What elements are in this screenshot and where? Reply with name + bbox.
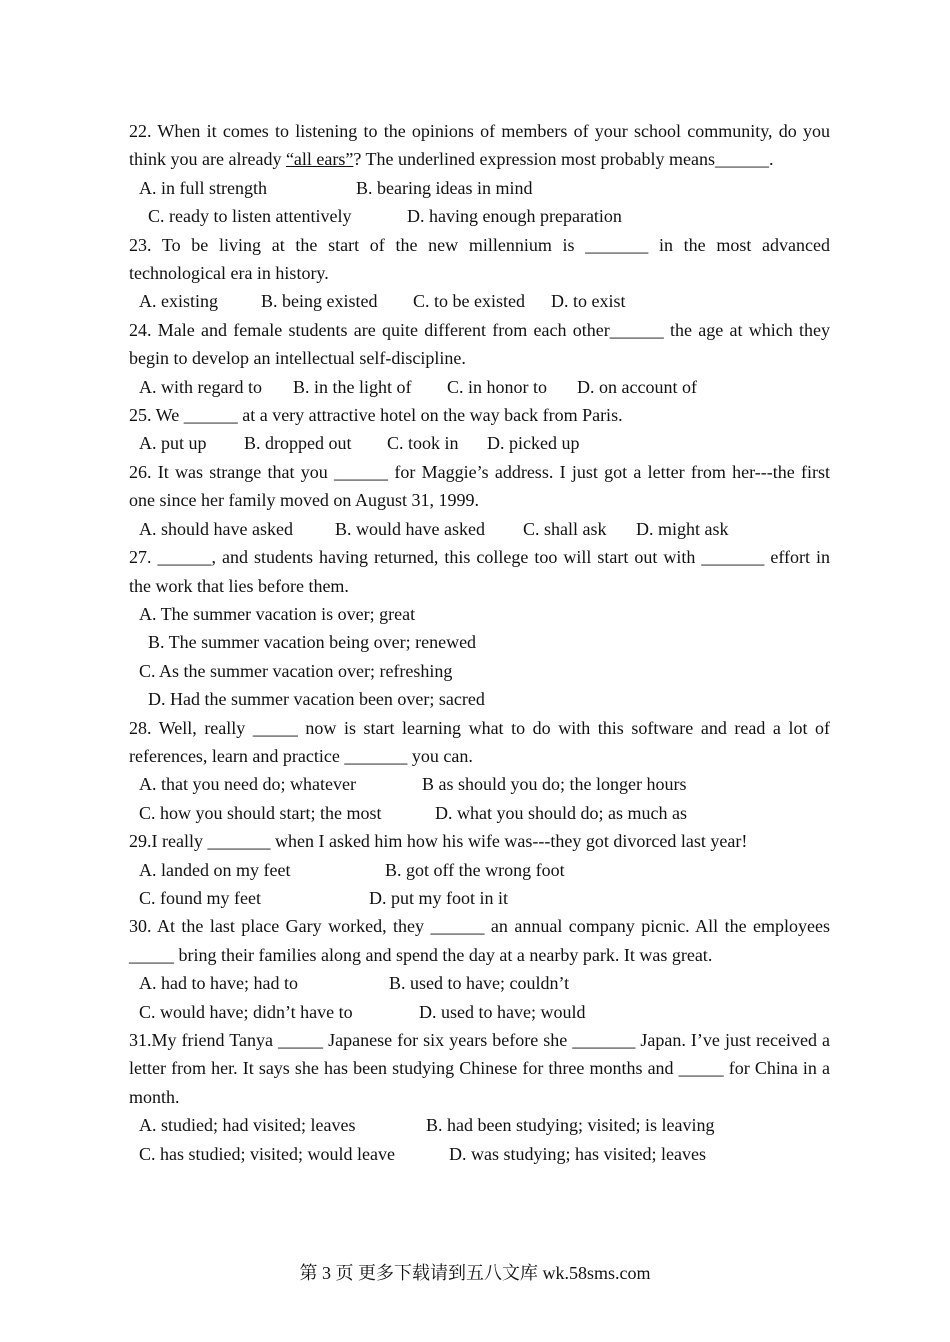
option-a: A. with regard to: [139, 376, 262, 397]
option-a: A. that you need do; whatever: [139, 774, 356, 795]
question-26: 26. It was strange that you ______ for Maggie’s address. I just got a letter from her---the first one since her family moved on August 31, 1999.: [129, 461, 830, 511]
question-31-options-ab: [129, 1111, 830, 1139]
question-28-options-cd: [129, 799, 830, 827]
option-c: C. took in: [387, 433, 459, 454]
option-c: C. As the summer vacation over; refreshing: [139, 660, 453, 681]
option-d: D. used to have; would: [419, 1001, 586, 1022]
underlined-expression: “all ears”: [285, 149, 354, 170]
option-b: B. got off the wrong foot: [385, 859, 565, 880]
option-a: A. in full strength: [139, 177, 267, 198]
question-22-stem-after: ? The underlined expression most probably means______.: [353, 149, 774, 170]
question-27: 27. ______, and students having returned, this college too will start out with _______ effort in the work that lies before them.: [129, 547, 830, 596]
question-23: 23. To be living at the start of the new millennium is _______ in the most advanced technological era in history.: [129, 234, 830, 284]
option-c: C. ready to listen attentively: [148, 206, 352, 227]
option-c: C. shall ask: [523, 518, 607, 539]
option-d: D. picked up: [487, 433, 580, 454]
option-d: D. to exist: [551, 291, 626, 312]
exam-page: [129, 117, 830, 1168]
option-b: B. The summer vacation being over; renewed: [148, 632, 477, 653]
option-d: D. Had the summer vacation been over; sacred: [148, 689, 485, 710]
option-a: A. The summer vacation is over; great: [139, 603, 416, 624]
question-30: 30. At the last place Gary worked, they ______ an annual company picnic. All the employees _____ bring their families along and spend the day at a nearby park. It was great.: [129, 916, 830, 965]
question-28-options-ab: [129, 770, 830, 798]
option-a: A. studied; had visited; leaves: [139, 1115, 356, 1136]
option-a: A. put up: [139, 433, 207, 454]
question-23-options: [129, 287, 830, 315]
option-b: B. in the light of: [293, 376, 412, 397]
question-24-options: [129, 373, 830, 401]
question-26-options: [129, 515, 830, 543]
option-d: D. was studying; has visited; leaves: [449, 1143, 706, 1164]
question-22: [129, 117, 830, 174]
option-a: A. should have asked: [139, 518, 293, 539]
option-c: C. in honor to: [447, 376, 548, 397]
question-24: 24. Male and female students are quite different from each other______ the age at which they begin to develop an intellectual self-discipline.: [129, 319, 830, 369]
option-d: D. what you should do; as much as: [435, 802, 687, 823]
option-a: A. landed on my feet: [139, 859, 291, 880]
question-28: 28. Well, really _____ now is start learning what to do with this software and read a lot of references, learn and practice _______ you can.: [129, 717, 830, 766]
option-a: A. existing: [139, 291, 218, 312]
option-d: D. on account of: [577, 376, 697, 397]
option-c: C. found my feet: [139, 887, 261, 908]
question-25: 25. We ______ at a very attractive hotel on the way back from Paris.: [129, 405, 623, 426]
option-b: B as should you do; the longer hours: [422, 774, 687, 795]
page-footer: 第 3 页 更多下载请到五八文库 wk.58sms.com: [299, 1263, 651, 1283]
option-c: C. how you should start; the most: [139, 802, 382, 823]
question-29-options-cd: [129, 884, 830, 912]
option-c: C. would have; didn’t have to: [139, 1001, 353, 1022]
option-a: A. had to have; had to: [139, 973, 298, 994]
question-29-options-ab: [129, 856, 830, 884]
question-30-options-ab: [129, 969, 830, 997]
question-31: 31.My friend Tanya _____ Japanese for six years before she _______ Japan. I’ve just received a letter from her. It says she has been studying Chinese for three months and _____ for China in a month.: [129, 1030, 830, 1107]
option-b: B. being existed: [261, 291, 378, 312]
option-b: B. used to have; couldn’t: [389, 973, 570, 994]
question-31-options-cd: [129, 1140, 830, 1168]
option-b: B. would have asked: [335, 518, 485, 539]
option-b: B. had been studying; visited; is leaving: [426, 1115, 715, 1136]
question-30-options-cd: [129, 998, 830, 1026]
question-22-stem-before: 22. When it comes to listening to the opinions of members of your school community, do you think you are already: [129, 121, 830, 170]
question-27-option-b: [129, 628, 830, 656]
option-c: C. to be existed: [413, 291, 525, 312]
question-22-options-cd: [129, 202, 830, 230]
option-b: B. bearing ideas in mind: [356, 177, 533, 198]
option-b: B. dropped out: [244, 433, 352, 454]
option-d: D. might ask: [636, 518, 729, 539]
question-29: 29.I really _______ when I asked him how his wife was---they got divorced last year!: [129, 831, 748, 852]
question-27-option-c: [129, 657, 830, 685]
question-27-option-a: [129, 600, 830, 628]
option-d: D. having enough preparation: [407, 206, 622, 227]
question-27-option-d: [129, 685, 830, 713]
option-c: C. has studied; visited; would leave: [139, 1143, 395, 1164]
option-d: D. put my foot in it: [369, 887, 508, 908]
question-25-options: [129, 429, 830, 457]
question-22-options-ab: [129, 174, 830, 202]
